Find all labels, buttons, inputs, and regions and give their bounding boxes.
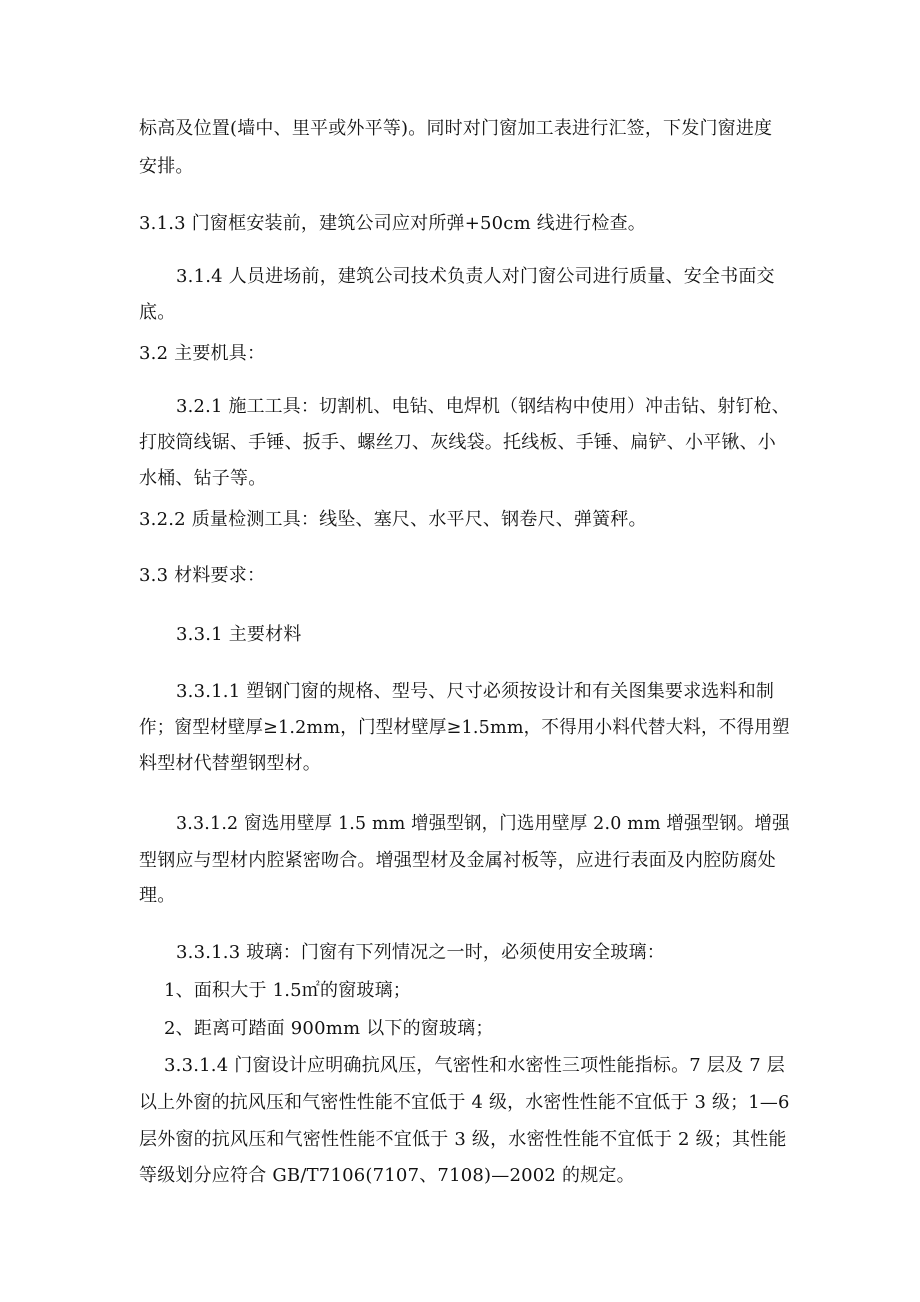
paragraph-line: 3.3.1.1 塑钢门窗的规格、型号、尺寸必须按设计和有关图集要求选料和制: [176, 681, 775, 702]
list-item: 1、面积大于 1.5㎡的窗玻璃；: [164, 980, 411, 1001]
paragraph-line: 安排。: [139, 156, 194, 177]
section-heading: 3.3 材料要求：: [139, 565, 266, 586]
paragraph-line: 3.3.1.4 门窗设计应明确抗风压，气密性和水密性三项性能指标。7 层及 7 层: [164, 1055, 785, 1076]
paragraph-line: 3.3.1.3 玻璃：门窗有下列情况之一时，必须使用安全玻璃：: [176, 942, 665, 963]
paragraph-line: 3.2.2 质量检测工具：线坠、塞尺、水平尺、钢卷尺、弹簧秤。: [139, 509, 647, 530]
paragraph-line: 3.1.3 门窗框安装前，建筑公司应对所弹+50cm 线进行检查。: [139, 213, 646, 234]
paragraph-line: 等级划分应符合 GB/T7106(7107、7108)—2002 的规定。: [139, 1165, 635, 1186]
paragraph-line: 底。: [139, 302, 176, 323]
paragraph-line: 理。: [139, 885, 176, 906]
paragraph-line: 作；窗型材壁厚≥1.2mm，门型材壁厚≥1.5mm，不得用小料代替大料，不得用塑: [139, 717, 790, 738]
paragraph-line: 水桶、钻子等。: [139, 468, 267, 489]
paragraph-line: 3.3.1.2 窗选用壁厚 1.5 mm 增强型钢，门选用壁厚 2.0 mm 增强型钢。增强: [176, 813, 790, 834]
section-heading: 3.2 主要机具：: [139, 343, 266, 364]
paragraph-line: 标高及位置(墙中、里平或外平等)。同时对门窗加工表进行汇签，下发门窗进度: [139, 118, 773, 139]
paragraph-line: 型钢应与型材内腔紧密吻合。增强型材及金属衬板等，应进行表面及内腔防腐处: [139, 850, 776, 871]
paragraph-line: 3.1.4 人员进场前，建筑公司技术负责人对门窗公司进行质量、安全书面交: [176, 266, 775, 287]
paragraph-line: 打胶筒线锯、手锤、扳手、螺丝刀、灰线袋。托线板、手锤、扁铲、小平锹、小: [139, 432, 776, 453]
paragraph-line: 层外窗的抗风压和气密性性能不宜低于 3 级，水密性性能不宜低于 2 级；其性能: [139, 1129, 787, 1150]
paragraph-line: 3.2.1 施工工具：切割机、电钻、电焊机（钢结构中使用）冲击钻、射钉枪、: [176, 396, 790, 417]
subsection-heading: 3.3.1 主要材料: [176, 624, 302, 645]
list-item: 2、距离可踏面 900mm 以下的窗玻璃；: [164, 1018, 494, 1039]
paragraph-line: 以上外窗的抗风压和气密性性能不宜低于 4 级，水密性性能不宜低于 3 级；1—6: [139, 1092, 790, 1113]
paragraph-line: 料型材代替塑钢型材。: [139, 753, 321, 774]
